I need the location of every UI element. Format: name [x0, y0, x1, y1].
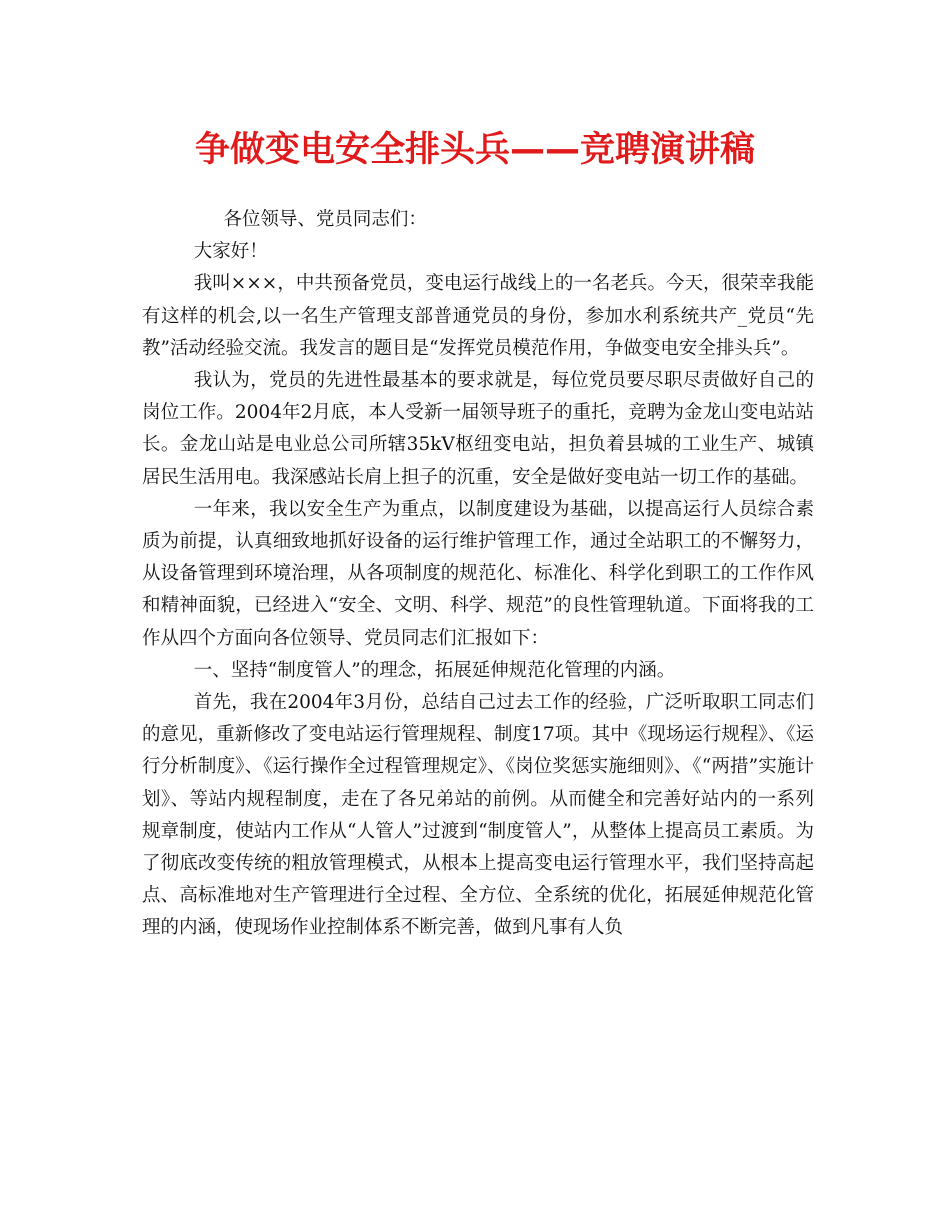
salutation: 各位领导、党员同志们：	[223, 209, 427, 230]
greeting: 大家好！	[193, 241, 268, 263]
paragraph-intro: 我叫×××，中共预备党员，变电运行战线上的一名老兵。今天，很荣幸我能有这样的机会,以一名生产管理支部普通党员的身份，参加水利系统共产_党员“先教”活动经验交流。我发言的题目是“发挥党员模范作用，争做变电安全排头兵”。	[142, 273, 814, 359]
paragraph-duty: 我认为，党员的先进性最基本的要求就是，每位党员要尽职尽责做好自己的岗位工作。2004年2月底，本人受新一届领导班子的重托，竞聘为金龙山变电站站长。金龙山站是电业总公司所辖35kV枢纽变电站，担负着县城的工业生产、城镇居民生活用电。我深感站长肩上担子的沉重，安全是做好变电站一切工作的基础。	[142, 370, 814, 488]
section-heading: 一、坚持“制度管人”的理念，拓展延伸规范化管理的内涵。	[193, 659, 676, 681]
document-body	[142, 204, 814, 945]
paragraph-summary: 一年来，我以安全生产为重点，以制度建设为基础，以提高运行人员综合素质为前提，认真细致地抓好设备的运行维护管理工作，通过全站职工的不懈努力，从设备管理到环境治理，从各项制度的规范化、标准化、科学化到职工的工作作风和精神面貌，已经进入“安全、文明、科学、规范”的良性管理轨道。下面将我的工作从四个方面向各位领导、党员同志们汇报如下：	[142, 498, 814, 649]
page-title: 争做变电安全排头兵——竞聘演讲稿	[194, 130, 755, 170]
paragraph-rules: 首先，我在2004年3月份，总结自己过去工作的经验，广泛听取职工同志们的意见，重新修改了变电站运行管理规程、制度17项。其中《现场运行规程》、《运行分析制度》、《运行操作全过程管理规定》、《岗位奖惩实施细则》、《“两措”实施计划》、等站内规程制度，走在了各兄弟站的前例。从而健全和完善好站内的一系列规章制度，使站内工作从“人管人”过渡到“制度管人”，从整体上提高员工素质。为了彻底改变传统的粗放管理模式，从根本上提高变电运行管理水平，我们坚持高起点、高标准地对生产管理进行全过程、全方位、全系统的优化，拓展延伸规范化管理的内涵，使现场作业控制体系不断完善，做到凡事有人负	[142, 692, 814, 939]
